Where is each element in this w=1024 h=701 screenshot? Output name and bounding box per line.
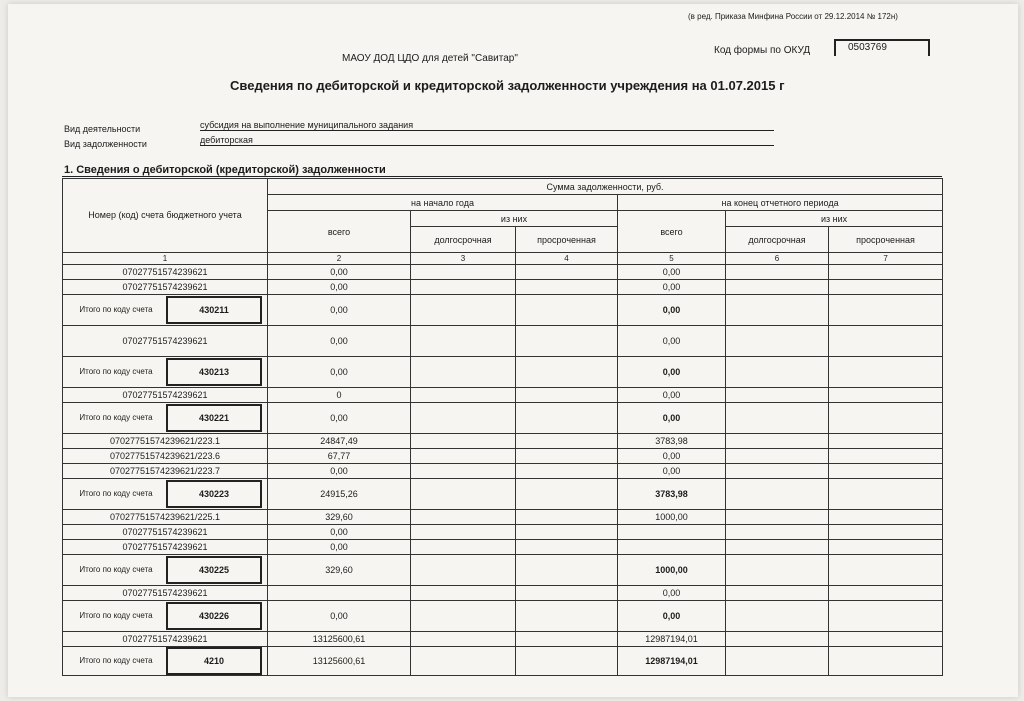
header-start: на начало года: [268, 195, 618, 211]
total-row: [63, 403, 943, 434]
start-total-value: [268, 586, 411, 601]
end-total-value: 12987194,01: [618, 647, 726, 676]
start-long-value: [411, 295, 516, 326]
start-total-value: 0,00: [268, 280, 411, 295]
start-long-value: [411, 632, 516, 647]
start-long-value: [411, 525, 516, 540]
end-total-value: 0,00: [618, 357, 726, 388]
end-long-value: [726, 388, 829, 403]
account-number: 07027751574239621: [63, 540, 268, 555]
itogo-label: Итого по коду счета: [79, 565, 153, 574]
total-cell: [63, 647, 268, 676]
start-long-value: [411, 388, 516, 403]
end-overdue-value: [829, 601, 943, 632]
start-overdue-value: [516, 479, 618, 510]
end-total-value: 0,00: [618, 388, 726, 403]
start-overdue-value: [516, 555, 618, 586]
table-row: [63, 510, 943, 525]
start-overdue-value: [516, 326, 618, 357]
start-overdue-value: [516, 265, 618, 280]
account-number: 07027751574239621: [63, 326, 268, 357]
start-long-value: [411, 357, 516, 388]
start-total-value: 24915,26: [268, 479, 411, 510]
end-long-value: [726, 449, 829, 464]
document-title: Сведения по дебиторской и кредиторской задолженности учреждения на 01.07.2015 г: [230, 78, 785, 93]
section-divider: [62, 176, 942, 177]
end-long-value: [726, 464, 829, 479]
start-overdue-value: [516, 280, 618, 295]
end-total-value: 0,00: [618, 295, 726, 326]
account-number: 07027751574239621/223.6: [63, 449, 268, 464]
end-total-value: 3783,98: [618, 434, 726, 449]
total-cell: [63, 403, 268, 434]
debt-table: [62, 178, 943, 676]
start-total-value: 0,00: [268, 326, 411, 357]
start-overdue-value: [516, 540, 618, 555]
end-overdue-value: [829, 388, 943, 403]
total-row: [63, 295, 943, 326]
total-cell: [63, 295, 268, 326]
col-number: 5: [618, 253, 726, 265]
end-long-value: [726, 280, 829, 295]
start-overdue-value: [516, 510, 618, 525]
start-overdue-value: [516, 601, 618, 632]
col-number: 6: [726, 253, 829, 265]
header-start-overdue: просроченная: [516, 227, 618, 253]
start-long-value: [411, 434, 516, 449]
start-long-value: [411, 601, 516, 632]
start-overdue-value: [516, 586, 618, 601]
itogo-label: Итого по коду счета: [79, 305, 153, 314]
end-long-value: [726, 326, 829, 357]
header-end-overdue: просроченная: [829, 227, 943, 253]
end-total-value: 3783,98: [618, 479, 726, 510]
end-long-value: [726, 265, 829, 280]
section-title: 1. Сведения о дебиторской (кредиторской) задолженности: [64, 164, 386, 176]
end-long-value: [726, 601, 829, 632]
end-overdue-value: [829, 326, 943, 357]
start-total-value: 13125600,61: [268, 632, 411, 647]
start-long-value: [411, 265, 516, 280]
header-end-total: всего: [618, 211, 726, 253]
start-total-value: 0,00: [268, 464, 411, 479]
header-end-ofthem: из них: [726, 211, 943, 227]
end-total-value: 1000,00: [618, 510, 726, 525]
end-overdue-value: [829, 357, 943, 388]
end-long-value: [726, 525, 829, 540]
end-overdue-value: [829, 555, 943, 586]
end-overdue-value: [829, 586, 943, 601]
account-number: 07027751574239621/223.7: [63, 464, 268, 479]
itogo-label: Итого по коду счета: [79, 611, 153, 620]
start-overdue-value: [516, 403, 618, 434]
start-overdue-value: [516, 525, 618, 540]
end-overdue-value: [829, 525, 943, 540]
amendment-note: (в ред. Приказа Минфина России от 29.12.2014 № 172н): [688, 12, 898, 21]
organization-name: МАОУ ДОД ЦДО для детей "Савитар": [342, 53, 518, 64]
account-number: 07027751574239621: [63, 280, 268, 295]
total-row: [63, 647, 943, 676]
start-long-value: [411, 464, 516, 479]
account-number: 07027751574239621: [63, 632, 268, 647]
start-long-value: [411, 540, 516, 555]
account-code: 430223: [166, 480, 262, 508]
end-total-value: 0,00: [618, 265, 726, 280]
table-row: [63, 632, 943, 647]
table-row: [63, 326, 943, 357]
end-long-value: [726, 586, 829, 601]
total-row: [63, 601, 943, 632]
start-overdue-value: [516, 388, 618, 403]
account-number: 07027751574239621: [63, 388, 268, 403]
start-long-value: [411, 586, 516, 601]
end-total-value: 0,00: [618, 449, 726, 464]
table-row: [63, 449, 943, 464]
start-overdue-value: [516, 434, 618, 449]
start-long-value: [411, 403, 516, 434]
end-overdue-value: [829, 647, 943, 676]
table-row: [63, 265, 943, 280]
debt-type-label: Вид задолженности: [64, 139, 147, 149]
end-overdue-value: [829, 540, 943, 555]
start-total-value: 0,00: [268, 601, 411, 632]
itogo-label: Итого по коду счета: [79, 489, 153, 498]
start-total-value: 0,00: [268, 265, 411, 280]
end-long-value: [726, 540, 829, 555]
activity-value: субсидия на выполнение муниципального задания: [200, 120, 774, 131]
start-total-value: 0,00: [268, 540, 411, 555]
col-number: 2: [268, 253, 411, 265]
total-row: [63, 357, 943, 388]
end-overdue-value: [829, 434, 943, 449]
end-long-value: [726, 357, 829, 388]
start-long-value: [411, 510, 516, 525]
end-total-value: 1000,00: [618, 555, 726, 586]
start-total-value: 13125600,61: [268, 647, 411, 676]
account-code: 430226: [166, 602, 262, 630]
debt-type-value: дебиторская: [200, 135, 774, 146]
col-number: 7: [829, 253, 943, 265]
start-total-value: 0,00: [268, 295, 411, 326]
table-row: [63, 525, 943, 540]
total-cell: [63, 555, 268, 586]
account-code: 430221: [166, 404, 262, 432]
start-long-value: [411, 326, 516, 357]
end-overdue-value: [829, 479, 943, 510]
start-overdue-value: [516, 449, 618, 464]
header-start-long: долгосрочная: [411, 227, 516, 253]
start-total-value: 329,60: [268, 555, 411, 586]
account-code: 4210: [166, 647, 262, 675]
activity-label: Вид деятельности: [64, 124, 141, 134]
start-total-value: 329,60: [268, 510, 411, 525]
end-total-value: 12987194,01: [618, 632, 726, 647]
total-row: [63, 479, 943, 510]
end-long-value: [726, 295, 829, 326]
end-long-value: [726, 479, 829, 510]
start-total-value: 0,00: [268, 357, 411, 388]
start-total-value: 0,00: [268, 403, 411, 434]
end-overdue-value: [829, 265, 943, 280]
header-start-ofthem: из них: [411, 211, 618, 227]
total-cell: [63, 479, 268, 510]
start-overdue-value: [516, 295, 618, 326]
end-long-value: [726, 555, 829, 586]
end-overdue-value: [829, 449, 943, 464]
end-total-value: 0,00: [618, 464, 726, 479]
end-overdue-value: [829, 510, 943, 525]
end-overdue-value: [829, 280, 943, 295]
start-long-value: [411, 280, 516, 295]
col-number: 4: [516, 253, 618, 265]
start-long-value: [411, 555, 516, 586]
end-long-value: [726, 632, 829, 647]
table-row: [63, 586, 943, 601]
account-number: 07027751574239621: [63, 586, 268, 601]
header-end: на конец отчетного периода: [618, 195, 943, 211]
start-long-value: [411, 449, 516, 464]
start-overdue-value: [516, 464, 618, 479]
start-total-value: 0,00: [268, 525, 411, 540]
start-long-value: [411, 647, 516, 676]
account-code: 430211: [166, 296, 262, 324]
header-start-total: всего: [268, 211, 411, 253]
end-long-value: [726, 510, 829, 525]
col-number: 1: [63, 253, 268, 265]
end-total-value: 0,00: [618, 280, 726, 295]
start-total-value: 0: [268, 388, 411, 403]
start-overdue-value: [516, 647, 618, 676]
end-total-value: 0,00: [618, 586, 726, 601]
end-overdue-value: [829, 632, 943, 647]
header-account: Номер (код) счета бюджетного учета: [63, 179, 268, 253]
account-number: 07027751574239621/223.1: [63, 434, 268, 449]
end-long-value: [726, 403, 829, 434]
itogo-label: Итого по коду счета: [79, 656, 153, 665]
itogo-label: Итого по коду счета: [79, 413, 153, 422]
end-total-value: 0,00: [618, 326, 726, 357]
account-number: 07027751574239621: [63, 265, 268, 280]
total-row: [63, 555, 943, 586]
col-number: 3: [411, 253, 516, 265]
end-total-value: [618, 525, 726, 540]
account-number: 07027751574239621: [63, 525, 268, 540]
header-end-long: долгосрочная: [726, 227, 829, 253]
end-total-value: 0,00: [618, 403, 726, 434]
start-overdue-value: [516, 632, 618, 647]
end-long-value: [726, 434, 829, 449]
total-cell: [63, 601, 268, 632]
start-total-value: 67,77: [268, 449, 411, 464]
end-total-value: 0,00: [618, 601, 726, 632]
header-sum: Сумма задолженности, руб.: [268, 179, 943, 195]
start-long-value: [411, 479, 516, 510]
account-code: 430225: [166, 556, 262, 584]
end-total-value: [618, 540, 726, 555]
end-overdue-value: [829, 295, 943, 326]
okud-code: 0503769: [834, 39, 930, 56]
table-row: [63, 464, 943, 479]
start-total-value: 24847,49: [268, 434, 411, 449]
table-row: [63, 434, 943, 449]
table-row: [63, 388, 943, 403]
total-cell: [63, 357, 268, 388]
end-overdue-value: [829, 403, 943, 434]
itogo-label: Итого по коду счета: [79, 367, 153, 376]
table-row: [63, 540, 943, 555]
end-long-value: [726, 647, 829, 676]
okud-label: Код формы по ОКУД: [714, 45, 811, 56]
end-overdue-value: [829, 464, 943, 479]
table-row: [63, 280, 943, 295]
account-number: 07027751574239621/225.1: [63, 510, 268, 525]
account-code: 430213: [166, 358, 262, 386]
start-overdue-value: [516, 357, 618, 388]
